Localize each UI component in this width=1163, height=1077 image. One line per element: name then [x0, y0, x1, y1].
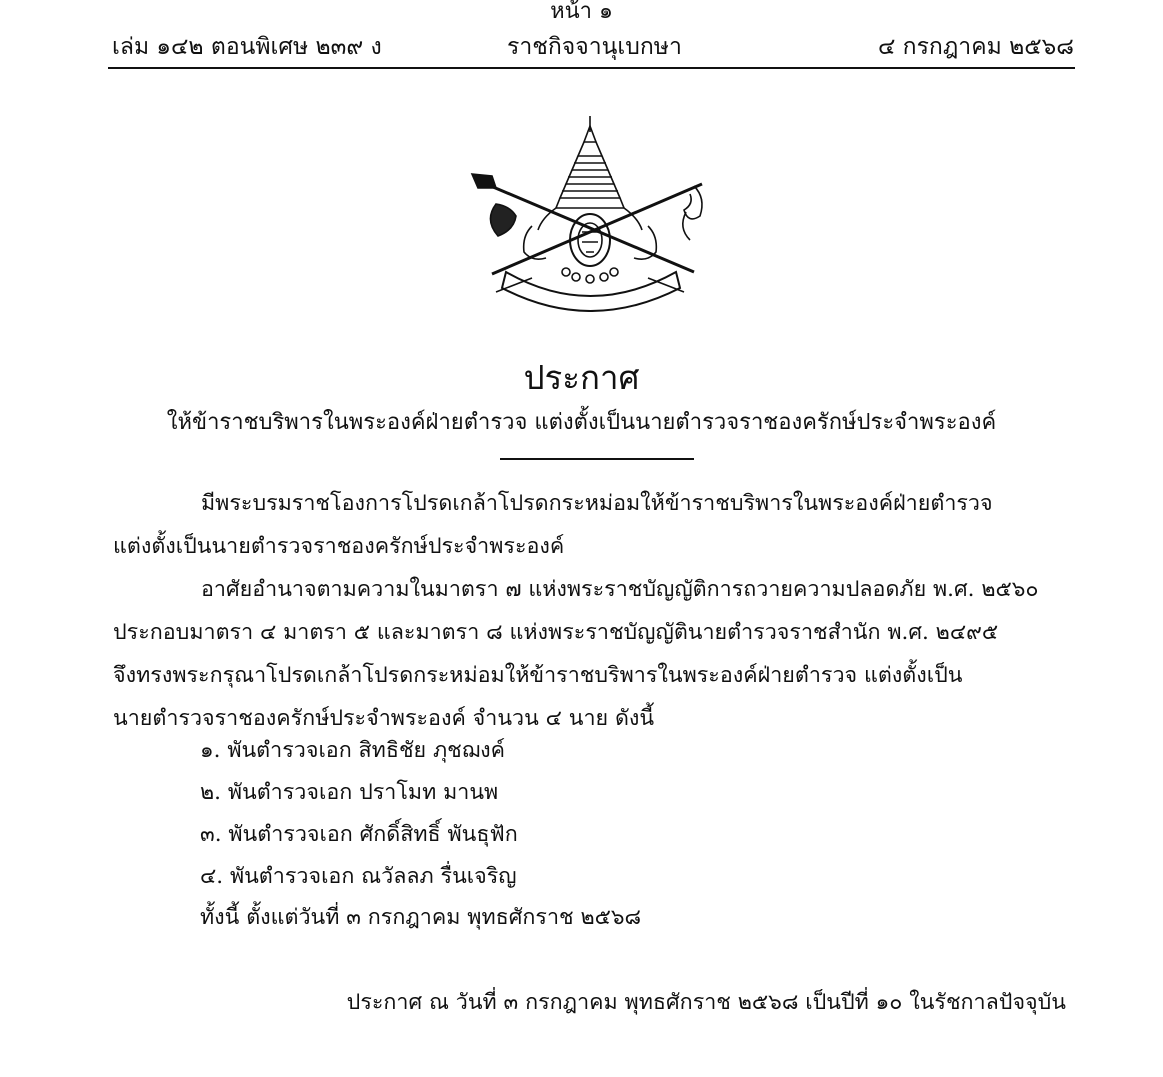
gazette-header: [112, 30, 1074, 64]
header-divider: [108, 67, 1075, 69]
appointee-list: [200, 730, 900, 898]
volume-issue: เล่ม ๑๔๒ ตอนพิเศษ ๒๓๙ ง: [112, 34, 382, 60]
paragraph-line: ประกอบมาตรา ๔ มาตรา ๕ และมาตรา ๘ แห่งพระราชบัญญัตินายตำรวจราชสำนัก พ.ศ. ๒๔๙๕: [113, 620, 999, 645]
paragraph-line: แต่งตั้งเป็นนายตำรวจราชองครักษ์ประจำพระองค์: [113, 534, 565, 559]
effective-date: ทั้งนี้ ตั้งแต่วันที่ ๓ กรกฎาคม พุทธศักราช ๒๕๖๘: [200, 905, 642, 930]
paragraph-line: นายตำรวจราชองครักษ์ประจำพระองค์ จำนวน ๔ นาย ดังนี้: [113, 706, 655, 731]
paragraph-line: อาศัยอำนาจตามความในมาตรา ๗ แห่งพระราชบัญญัติการถวายความปลอดภัย พ.ศ. ๒๕๖๐: [201, 577, 1039, 602]
paragraph-legal-basis: [113, 568, 1065, 740]
announcement-title: ประกาศ: [523, 358, 640, 397]
paragraph-royal-command: [113, 482, 1065, 568]
royal-command-emblem-icon: [462, 112, 718, 312]
title-divider: [500, 458, 694, 460]
announcement-signoff: ประกาศ ณ วันที่ ๓ กรกฎาคม พุทธศักราช ๒๕๖๘ เป็นปีที่ ๑๐ ในรัชกาลปัจจุบัน: [346, 990, 1066, 1015]
paragraph-line: มีพระบรมราชโองการโปรดเกล้าโปรดกระหม่อมให้ข้าราชบริพารในพระองค์ฝ่ายตำรวจ: [201, 491, 993, 516]
announcement-subtitle: ให้ข้าราชบริพารในพระองค์ฝ่ายตำรวจ แต่งตั้งเป็นนายตำรวจราชองครักษ์ประจำพระองค์: [166, 410, 997, 435]
page-number: หน้า ๑: [550, 0, 613, 24]
list-item: ๔. พันตำรวจเอก ณวัลลภ รื่นเจริญ: [200, 864, 517, 889]
publication-date: ๔ กรกฎาคม ๒๕๖๘: [877, 34, 1074, 60]
list-item: ๓. พันตำรวจเอก ศักดิ์สิทธิ์ พันธุฟัก: [200, 822, 518, 847]
list-item: ๑. พันตำรวจเอก สิทธิชัย ภุชฌงค์: [200, 738, 506, 763]
paragraph-line: จึงทรงพระกรุณาโปรดเกล้าโปรดกระหม่อมให้ข้าราชบริพารในพระองค์ฝ่ายตำรวจ แต่งตั้งเป็น: [113, 663, 963, 688]
list-item: ๒. พันตำรวจเอก ปราโมท มานพ: [200, 780, 499, 805]
gazette-name: ราชกิจจานุเบกษา: [507, 34, 682, 60]
